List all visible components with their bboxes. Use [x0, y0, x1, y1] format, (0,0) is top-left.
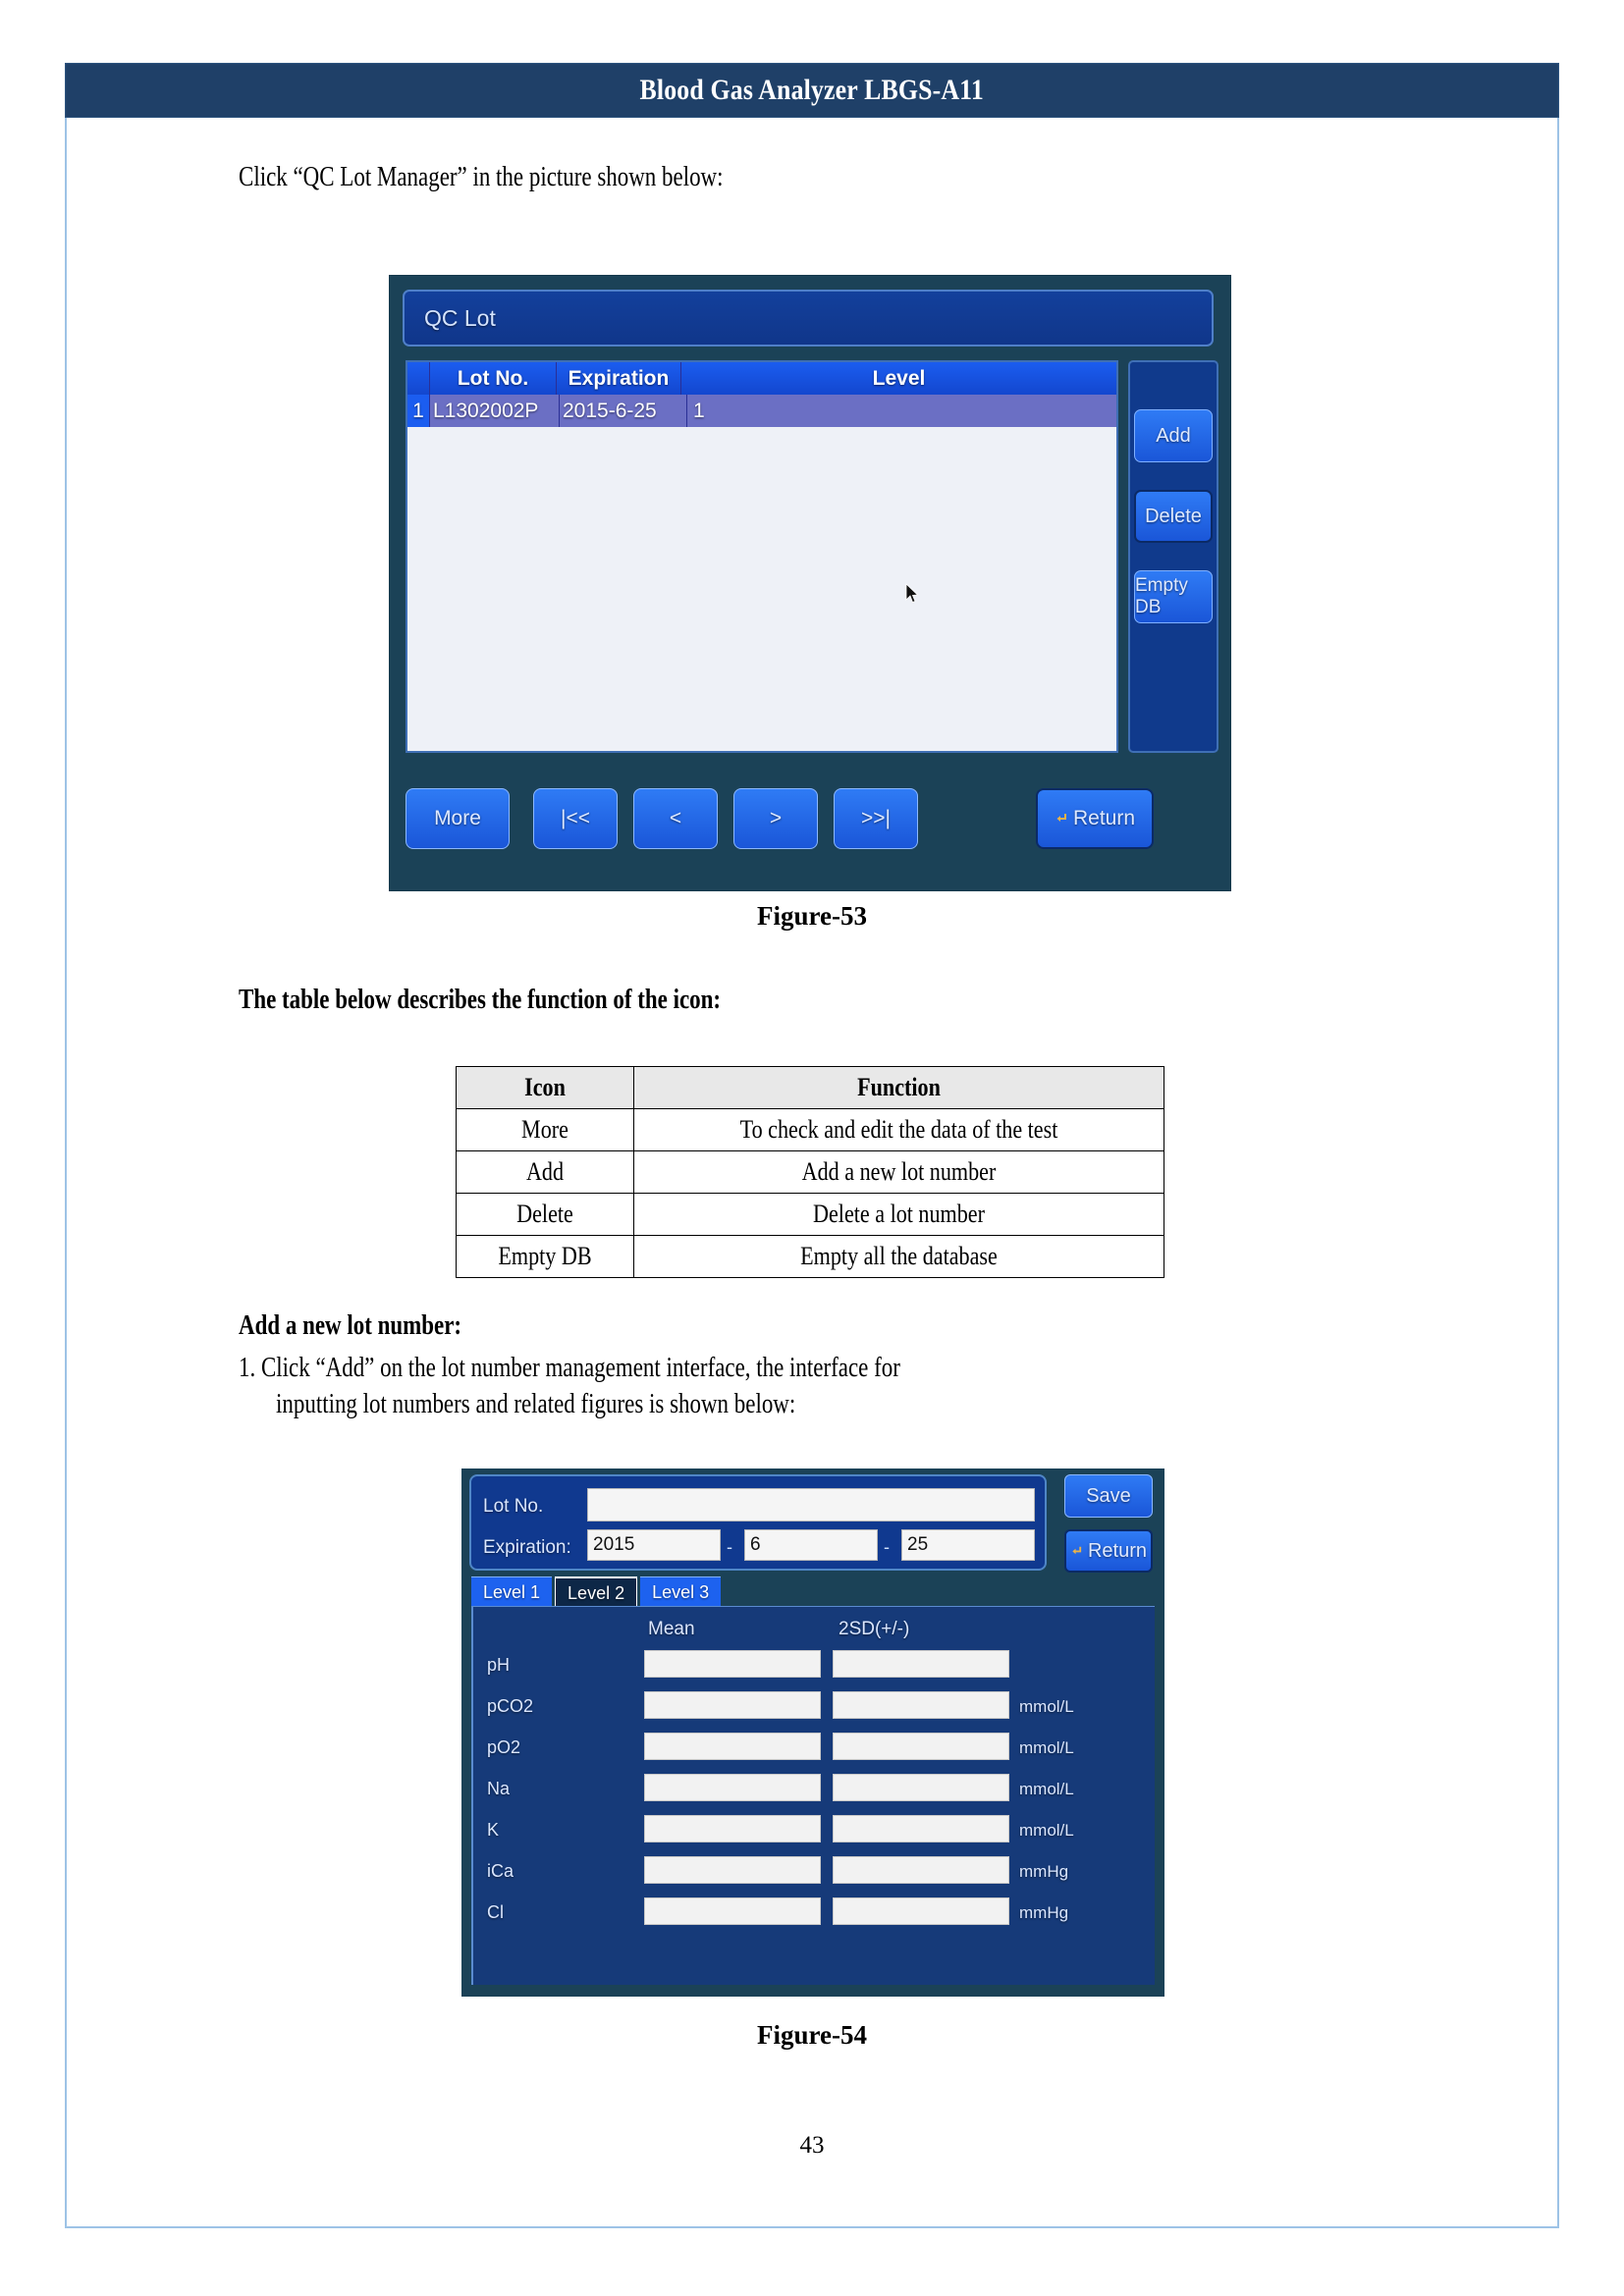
return-button-label: Return — [1072, 807, 1136, 829]
analyte-entry-panel — [471, 1606, 1155, 1985]
mean-input[interactable] — [644, 1691, 821, 1719]
analyte-label: Na — [487, 1779, 511, 1798]
return-arrow-icon — [1055, 807, 1068, 830]
analyte-unit: mmol/L — [1019, 1780, 1074, 1798]
function-cell-more: To check and edit the data of the test — [634, 1109, 1164, 1151]
qc-lot-bottom-toolbar — [406, 767, 1218, 875]
header-expiration: Expiration — [557, 362, 681, 395]
tab-level-2[interactable]: Level 2 — [555, 1576, 637, 1608]
analyte-unit: mmHg — [1019, 1903, 1069, 1922]
icon-cell-empty-db: Empty DB — [457, 1236, 634, 1278]
qc-lot-table[interactable] — [406, 360, 1118, 753]
save-button[interactable]: Save — [1064, 1474, 1153, 1518]
lot-no-label: Lot No. — [483, 1496, 544, 1517]
analyte-row-na — [473, 1774, 1157, 1803]
page-title: Blood Gas Analyzer LBGS-A11 — [639, 74, 985, 106]
analyte-label: Cl — [487, 1902, 504, 1922]
qc-lot-side-panel — [1128, 360, 1218, 753]
cell-index: 1 — [407, 395, 430, 427]
section-heading: Add a new lot number: — [239, 1310, 462, 1341]
analyte-unit: mmol/L — [1019, 1821, 1074, 1840]
function-cell-empty-db: Empty all the database — [634, 1236, 1164, 1278]
cell-level: 1 — [693, 399, 705, 422]
date-separator-2: - — [884, 1537, 890, 1557]
date-separator-1: - — [727, 1537, 732, 1557]
header-index — [407, 362, 430, 395]
mean-input[interactable] — [644, 1774, 821, 1801]
last-page-button[interactable]: >>| — [834, 788, 918, 849]
analyte-label: pH — [487, 1655, 511, 1675]
icon-table-header-row — [457, 1067, 1164, 1109]
analyte-label: pCO2 — [487, 1696, 534, 1716]
function-cell-delete: Delete a lot number — [634, 1194, 1164, 1236]
analyte-unit: mmHg — [1019, 1862, 1069, 1881]
function-cell-add: Add a new lot number — [634, 1151, 1164, 1194]
previous-page-button[interactable]: < — [633, 788, 718, 849]
lot-entry-panel — [469, 1474, 1047, 1571]
cell-lot-no: L1302002P — [430, 395, 560, 427]
return-button-label: Return — [1087, 1539, 1148, 1562]
sd-input[interactable] — [833, 1856, 1009, 1884]
analyte-row-po2 — [473, 1733, 1157, 1762]
function-column-header: Function — [634, 1067, 1164, 1109]
table-row[interactable] — [407, 395, 1116, 427]
lot-no-input[interactable] — [587, 1488, 1035, 1522]
expiration-year-input[interactable]: 2015 — [587, 1529, 721, 1561]
mean-input[interactable] — [644, 1815, 821, 1842]
analyte-row-k — [473, 1815, 1157, 1844]
page-number: 43 — [799, 2132, 825, 2159]
icon-cell-delete: Delete — [457, 1194, 634, 1236]
return-arrow-icon — [1070, 1540, 1083, 1563]
more-button[interactable]: More — [406, 788, 510, 849]
analyte-row-pco2 — [473, 1691, 1157, 1721]
delete-button[interactable]: Delete — [1134, 490, 1213, 543]
step-1-line-2: inputting lot numbers and related figures is shown below: — [276, 1389, 796, 1419]
expiration-day-input[interactable]: 25 — [901, 1529, 1035, 1561]
table-intro-paragraph: The table below describes the function of the icon: — [239, 985, 722, 1015]
analyte-label: pO2 — [487, 1737, 521, 1757]
icon-table-row — [457, 1194, 1164, 1236]
qc-lot-title: QC Lot — [424, 304, 496, 331]
column-header-mean: Mean — [648, 1619, 695, 1639]
mean-input[interactable] — [644, 1897, 821, 1925]
tab-level-1[interactable]: Level 1 — [471, 1576, 552, 1607]
add-button[interactable]: Add — [1134, 409, 1213, 462]
icon-column-header: Icon — [457, 1067, 634, 1109]
analyte-row-cl — [473, 1897, 1157, 1927]
analyte-label: K — [487, 1820, 500, 1840]
sd-input[interactable] — [833, 1897, 1009, 1925]
header-lot-no: Lot No. — [430, 362, 557, 395]
icon-cell-add: Add — [457, 1151, 634, 1194]
document-header — [65, 63, 1559, 118]
mean-input[interactable] — [644, 1733, 821, 1760]
analyte-label: iCa — [487, 1861, 514, 1881]
sd-input[interactable] — [833, 1691, 1009, 1719]
sd-input[interactable] — [833, 1774, 1009, 1801]
analyte-unit: mmol/L — [1019, 1697, 1074, 1716]
figure-54-lot-input-screen — [461, 1468, 1164, 1997]
tab-level-3[interactable]: Level 3 — [640, 1576, 721, 1607]
column-header-2sd: 2SD(+/-) — [839, 1619, 910, 1639]
icon-function-table — [456, 1066, 1164, 1278]
return-button[interactable] — [1036, 788, 1154, 849]
icon-table-row — [457, 1236, 1164, 1278]
sd-input[interactable] — [833, 1733, 1009, 1760]
analyte-unit: mmol/L — [1019, 1738, 1074, 1757]
level-tabs — [471, 1576, 724, 1606]
header-level: Level — [872, 366, 926, 390]
icon-table-row — [457, 1109, 1164, 1151]
next-page-button[interactable]: > — [733, 788, 818, 849]
analyte-row-ph — [473, 1650, 1157, 1680]
return-button[interactable] — [1064, 1529, 1153, 1573]
analyte-row-ica — [473, 1856, 1157, 1886]
expiration-label: Expiration: — [483, 1537, 571, 1558]
sd-input[interactable] — [833, 1650, 1009, 1678]
step-1-line-1: 1. Click “Add” on the lot number management interface, the interface for — [239, 1353, 900, 1383]
qc-lot-titlebar — [403, 290, 1214, 347]
icon-table-row — [457, 1151, 1164, 1194]
intro-paragraph: Click “QC Lot Manager” in the picture shown below: — [239, 162, 724, 192]
icon-cell-more: More — [457, 1109, 634, 1151]
cell-expiration: 2015-6-25 — [560, 395, 687, 427]
empty-db-button[interactable]: Empty DB — [1134, 570, 1213, 623]
sd-input[interactable] — [833, 1815, 1009, 1842]
mean-input[interactable] — [644, 1650, 821, 1678]
table-header-row — [407, 362, 1116, 395]
first-page-button[interactable]: |<< — [533, 788, 618, 849]
mean-input[interactable] — [644, 1856, 821, 1884]
figure-53-caption: Figure-53 — [757, 901, 867, 931]
figure-54-caption: Figure-54 — [757, 2020, 867, 2050]
expiration-month-input[interactable]: 6 — [744, 1529, 878, 1561]
figure-53-qc-lot-screen — [389, 275, 1231, 891]
